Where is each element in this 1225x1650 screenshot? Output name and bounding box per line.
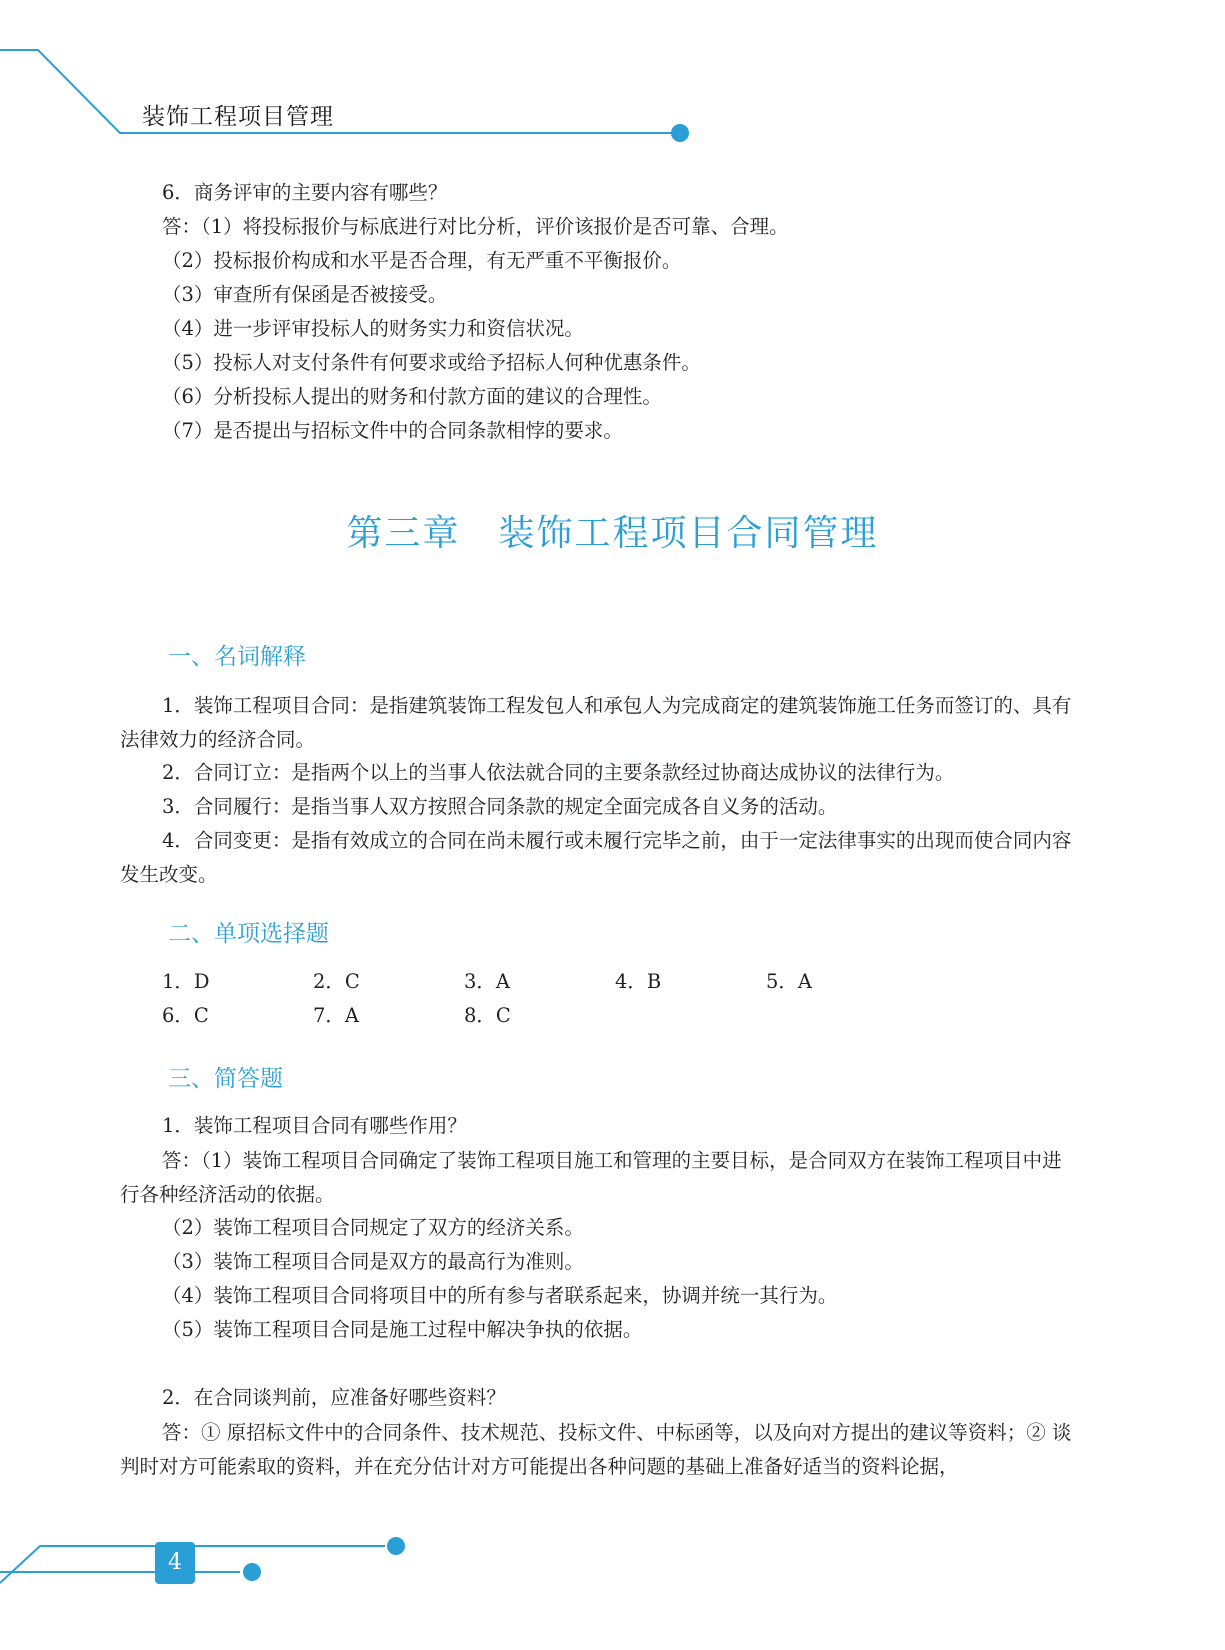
section-title-2: 二、单项选择题 <box>168 921 329 947</box>
section-title-1: 一、名词解释 <box>168 644 306 670</box>
short-question-2: 2．在合同谈判前，应准备好哪些资料？ <box>162 1386 506 1409</box>
definition-4: 4．合同变更：是指有效成立的合同在尚未履行或未履行完毕之前，由于一定法律事实的出现而使合同内容发生改变。 <box>120 829 1072 886</box>
answer-line: （6）分析投标人提出的财务和付款方面的建议的合理性。 <box>162 385 662 408</box>
answer-line: （3）装饰工程项目合同是双方的最高行为准则。 <box>162 1250 584 1273</box>
choice-answer: 3．A <box>464 970 510 993</box>
answer-line: （5）投标人对支付条件有何要求或给予招标人何种优惠条件。 <box>162 351 701 374</box>
answer-line: 答：（1）将投标报价与标底进行对比分析，评价该报价是否可靠、合理。 <box>162 215 789 238</box>
question-6: 6．商务评审的主要内容有哪些？ <box>162 181 448 204</box>
footer-dot-icon <box>387 1537 405 1555</box>
choice-answer: 5．A <box>766 970 812 993</box>
definition-1: 1．装饰工程项目合同：是指建筑装饰工程发包人和承包人为完成商定的建筑装饰施工任务而签订的、具有法律效力的经济合同。 <box>120 694 1072 751</box>
definition-2: 2．合同订立：是指两个以上的当事人依法就合同的主要条款经过协商达成协议的法律行为。 <box>162 761 955 784</box>
footer-dot-2-icon <box>243 1563 261 1581</box>
definition-3: 3．合同履行：是指当事人双方按照合同条款的规定全面完成各自义务的活动。 <box>162 795 838 818</box>
short-answer-2: 答：① 原招标文件中的合同条件、技术规范、投标文件、中标函等，以及向对方提出的建议等资料；② 谈判时对方可能索取的资料，并在充分估计对方可能提出各种问题的基础上准备好适当的资料论据， <box>120 1421 1072 1478</box>
answer-line: （2）投标报价构成和水平是否合理，有无严重不平衡报价。 <box>162 249 682 272</box>
answer-line: （3）审查所有保函是否被接受。 <box>162 283 448 306</box>
footer-line <box>0 1537 405 1583</box>
choice-answer: 6．C <box>162 1004 209 1027</box>
chapter-title: 第三章 装饰工程项目合同管理 <box>346 513 879 554</box>
choice-answer: 2．C <box>313 970 360 993</box>
header-dot-icon <box>671 124 689 142</box>
page-number: 4 <box>155 1542 195 1584</box>
choice-answer: 7．A <box>313 1004 359 1027</box>
answer-line: （2）装饰工程项目合同规定了双方的经济关系。 <box>162 1216 584 1239</box>
header-line <box>0 50 689 142</box>
section-title-3: 三、简答题 <box>168 1066 283 1092</box>
answer-line: （4）进一步评审投标人的财务实力和资信状况。 <box>162 317 584 340</box>
running-title: 装饰工程项目管理 <box>142 104 334 130</box>
choice-answer: 1．D <box>162 970 210 993</box>
answer-line: （7）是否提出与招标文件中的合同条款相悖的要求。 <box>162 419 623 442</box>
short-question-1: 1．装饰工程项目合同有哪些作用？ <box>162 1114 467 1137</box>
answer-line: （4）装饰工程项目合同将项目中的所有参与者联系起来，协调并统一其行为。 <box>162 1284 838 1307</box>
short-answer-1: 答：（1）装饰工程项目合同确定了装饰工程项目施工和管理的主要目标，是合同双方在装饰工程项目中进行各种经济活动的依据。 <box>120 1149 1062 1206</box>
answer-line: （5）装饰工程项目合同是施工过程中解决争执的依据。 <box>162 1318 643 1341</box>
choice-answer: 4．B <box>615 970 662 993</box>
choice-answer: 8．C <box>464 1004 511 1027</box>
